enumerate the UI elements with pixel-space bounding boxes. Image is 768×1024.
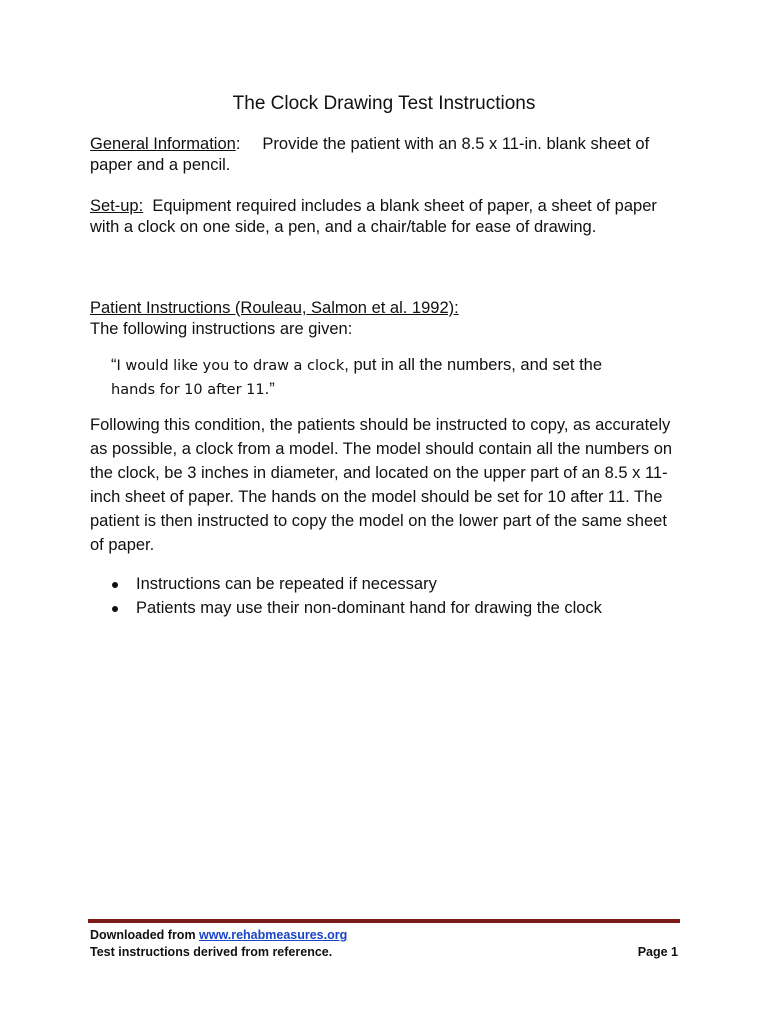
bullet-icon bbox=[112, 606, 118, 612]
rehabmeasures-link[interactable]: www.rehabmeasures.org bbox=[199, 928, 348, 942]
quote-close-mark: .” bbox=[264, 380, 275, 398]
footer-derived-note: Test instructions derived from reference. bbox=[90, 945, 333, 959]
setup-paragraph bbox=[90, 196, 680, 237]
page-number: Page 1 bbox=[637, 945, 678, 959]
patient-instructions-intro: The following instructions are given: bbox=[90, 319, 353, 338]
quote-middle-text: , put in all the numbers, and set the bbox=[344, 356, 603, 374]
list-item bbox=[90, 596, 680, 620]
general-information-text: Provide the patient with an 8.5 x 11-in. blank sheet of paper and a pencil. bbox=[90, 135, 650, 174]
general-information-colon: : bbox=[235, 135, 241, 153]
footer-divider bbox=[88, 919, 680, 923]
bullet-icon bbox=[112, 582, 118, 588]
instruction-bullet-list bbox=[90, 572, 680, 620]
setup-text: Equipment required includes a blank sheet of paper, a sheet of paper with a clock on one side, a pen, and a chair/table for ease of drawing. bbox=[90, 197, 657, 236]
list-item bbox=[90, 572, 680, 596]
general-information-paragraph bbox=[90, 134, 680, 175]
quote-open-mark: “ bbox=[111, 356, 117, 374]
model-copy-paragraph: Following this condition, the patients should be instructed to copy, as accurately as possible, a clock from a model. The model should contain all the numbers on the clock, be 3 inches in diameter, and located on the upper part of an 8.5 x 11-inch sheet of paper. The hands on the model should be set for 10 after 11. The patient is then instructed to copy the model on the lower part of the same sheet of paper. bbox=[90, 416, 673, 554]
patient-instructions-label: Patient Instructions (Rouleau, Salmon et al. 1992): bbox=[90, 299, 459, 317]
list-item-text: Patients may use their non-dominant hand for drawing the clock bbox=[136, 599, 602, 617]
general-information-label: General Information bbox=[90, 135, 236, 153]
list-item-text: Instructions can be repeated if necessary bbox=[136, 575, 437, 593]
footer-download-line bbox=[90, 927, 680, 943]
document-title: The Clock Drawing Test Instructions bbox=[232, 93, 536, 114]
setup-label: Set-up: bbox=[90, 197, 144, 215]
patient-instructions-heading-block bbox=[90, 298, 680, 339]
quote-emphasis-clock: I would like you to draw a clock bbox=[116, 358, 345, 374]
quote-emphasis-hands: hands for 10 after 11 bbox=[111, 382, 265, 398]
footer-download-prefix: Downloaded from bbox=[90, 928, 200, 942]
instruction-quote bbox=[111, 354, 681, 402]
